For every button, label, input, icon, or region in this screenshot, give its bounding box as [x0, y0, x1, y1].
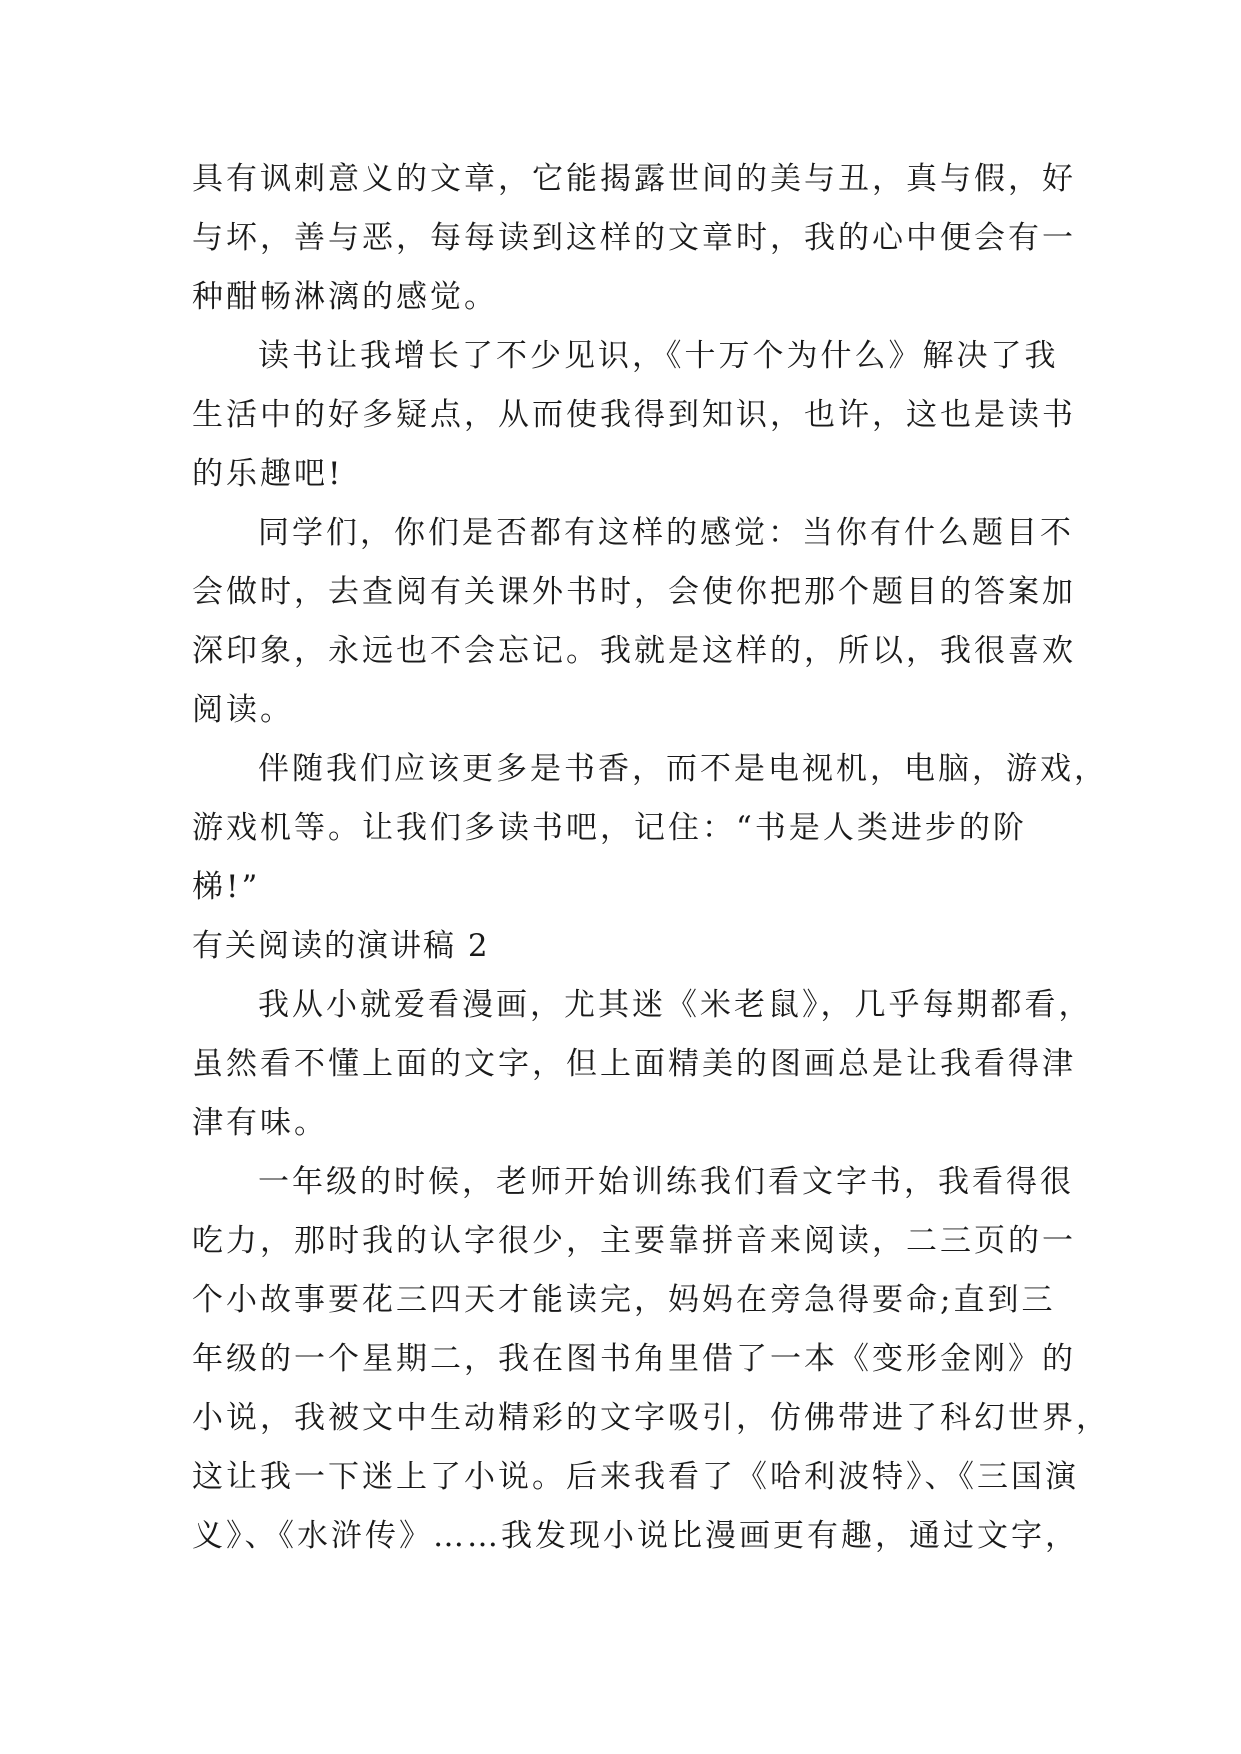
text-line: 游戏机等。让我们多读书吧，记住：“书是人类进步的阶: [192, 810, 1027, 846]
text-line: 深印象，永远也不会忘记。我就是这样的，所以，我很喜欢: [192, 633, 1076, 669]
text-line: 虽然看不懂上面的文字，但上面精美的图画总是让我看得津: [192, 1046, 1076, 1082]
paragraph-first-line: 一年级的时候，老师开始训练我们看文字书，我看得很: [258, 1164, 1074, 1200]
text-line: 个小故事要花三四天才能读完，妈妈在旁急得要命;直到三: [192, 1282, 1056, 1318]
text-line: 的乐趣吧!: [192, 456, 344, 492]
text-line: 生活中的好多疑点，从而使我得到知识，也许，这也是读书: [192, 397, 1076, 433]
text-line: 与坏，善与恶，每每读到这样的文章时，我的心中便会有一: [192, 220, 1076, 256]
text-line: 津有味。: [192, 1105, 328, 1141]
paragraph-first-line: 读书让我增长了不少见识，《十万个为什么》解决了我: [258, 338, 1059, 374]
text-line: 阅读。: [192, 692, 294, 728]
text-line: 具有讽刺意义的文章，它能揭露世间的美与丑，真与假，好: [192, 161, 1076, 197]
text-line: 吃力，那时我的认字很少，主要靠拼音来阅读，二三页的一: [192, 1223, 1076, 1259]
paragraph-first-line: 我从小就爱看漫画，尤其迷《米老鼠》，几乎每期都看，: [258, 987, 1093, 1023]
paragraph-first-line: 同学们，你们是否都有这样的感觉：当你有什么题目不: [258, 515, 1074, 551]
text-line: 种酣畅淋漓的感觉。: [192, 279, 498, 315]
section-heading: 有关阅读的演讲稿 2: [192, 928, 490, 964]
text-line: 年级的一个星期二，我在图书角里借了一本《变形金刚》的: [192, 1341, 1076, 1377]
text-line: 这让我一下迷上了小说。后来我看了《哈利波特》、《三国演: [192, 1459, 1079, 1495]
paragraph-first-line: 伴随我们应该更多是书香，而不是电视机，电脑，游戏，: [258, 751, 1108, 787]
document-page: [192, 150, 1110, 1566]
text-line: 义》、《水浒传》……我发现小说比漫画更有趣，通过文字，: [192, 1518, 1079, 1554]
text-line: 会做时，去查阅有关课外书时，会使你把那个题目的答案加: [192, 574, 1076, 610]
text-line: 梯!”: [192, 869, 261, 905]
text-line: 小说，我被文中生动精彩的文字吸引，仿佛带进了科幻世界，: [192, 1400, 1110, 1436]
